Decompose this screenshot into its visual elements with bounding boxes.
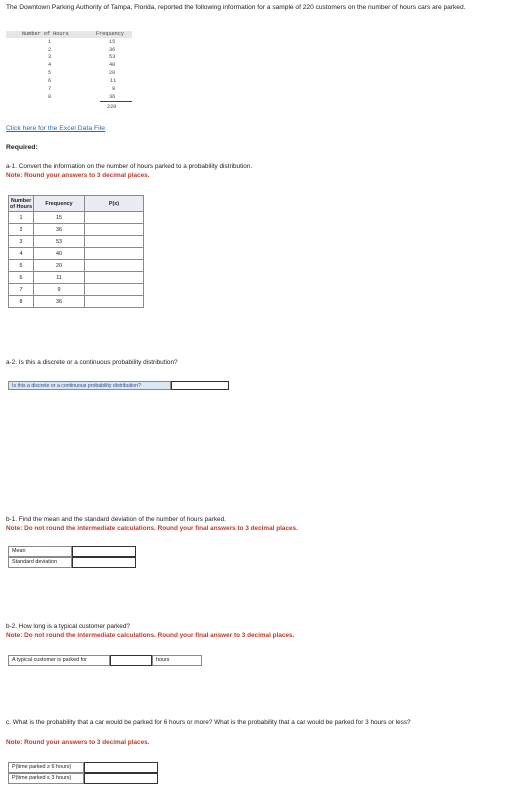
- b2-question: b-2. How long is a typical customer parked?: [6, 623, 130, 630]
- data-hours-cell: 3: [48, 54, 52, 60]
- ptable-frequency-cell: 15: [34, 212, 85, 224]
- sd-input[interactable]: [72, 557, 136, 568]
- px-input[interactable]: [85, 224, 144, 236]
- data-frequency-cell: 40: [109, 62, 116, 68]
- ptable-hours-cell: 7: [9, 284, 34, 296]
- data-frequency-cell: 20: [109, 70, 116, 76]
- data-table-header: [6, 31, 132, 38]
- ptable-hours-cell: 1: [9, 212, 34, 224]
- data-total: 220: [107, 104, 117, 110]
- mean-label: Mean: [8, 546, 72, 557]
- ptable-hours-cell: 2: [9, 224, 34, 236]
- px-input[interactable]: [85, 284, 144, 296]
- data-hours-cell: 6: [48, 78, 52, 84]
- data-header-hours: Number of Hours: [22, 31, 69, 37]
- typical-label: A typical customer is parked for: [8, 655, 110, 666]
- px-input[interactable]: [85, 212, 144, 224]
- ptable-frequency-cell: 11: [34, 272, 85, 284]
- excel-data-link[interactable]: Click here for the Excel Data File: [6, 125, 105, 132]
- data-hours-cell: 5: [48, 70, 52, 76]
- a2-question: a-2. Is this a discrete or a continuous probability distribution?: [6, 359, 178, 366]
- required-label: Required:: [6, 144, 38, 151]
- px-input[interactable]: [85, 260, 144, 272]
- data-frequency-cell: 15: [109, 39, 116, 45]
- probability-table: [8, 195, 144, 308]
- ptable-frequency-cell: 53: [34, 236, 85, 248]
- ptable-hours-cell: 4: [9, 248, 34, 260]
- a1-note: Note: Round your answers to 3 decimal places.: [6, 172, 150, 179]
- data-frequency-cell: 9: [112, 86, 116, 92]
- data-frequency-cell: 53: [109, 54, 116, 60]
- problem-intro: The Downtown Parking Authority of Tampa, Florida, reported the following information for a sample of 220 customers on the number of hours cars are parked.: [6, 4, 466, 11]
- data-hours-cell: 1: [48, 39, 52, 45]
- data-hours-cell: 2: [48, 47, 52, 53]
- px-input[interactable]: [85, 296, 144, 308]
- prob-six-label: P(time parked ≥ 6 hours): [8, 762, 84, 773]
- ptable-hours-cell: 3: [9, 236, 34, 248]
- b1-question: b-1. Find the mean and the standard deviation of the number of hours parked.: [6, 516, 226, 523]
- data-frequency-cell: 36: [109, 47, 116, 53]
- b2-note: Note: Do not round the intermediate calculations. Round your final answer to 3 decimal places.: [6, 632, 295, 639]
- data-table-body: [6, 39, 132, 119]
- ptable-header-frequency: Frequency: [34, 196, 85, 212]
- ptable-hours-cell: 8: [9, 296, 34, 308]
- px-input[interactable]: [85, 236, 144, 248]
- total-divider: [100, 101, 132, 102]
- ptable-frequency-cell: 36: [34, 296, 85, 308]
- data-header-frequency: Frequency: [96, 31, 125, 37]
- ptable-header-hours: Number of Hours: [9, 197, 33, 210]
- b1-note: Note: Do not round the intermediate calculations. Round your final answers to 3 decimal places.: [6, 525, 298, 532]
- c-question: c. What is the probability that a car would be parked for 6 hours or more? What is the probability that a car would be parked for 3 hours or less?: [6, 719, 411, 726]
- data-hours-cell: 4: [48, 62, 52, 68]
- distribution-type-label: Is this a discrete or a continuous probability distribution?: [8, 381, 171, 390]
- data-hours-cell: 7: [48, 86, 52, 92]
- data-hours-cell: 8: [48, 94, 52, 100]
- ptable-hours-cell: 5: [9, 260, 34, 272]
- px-input[interactable]: [85, 272, 144, 284]
- typical-input[interactable]: [110, 655, 152, 666]
- prob-three-label: P(time parked ≤ 3 hours): [8, 773, 84, 784]
- data-frequency-cell: 11: [110, 78, 117, 84]
- distribution-type-select[interactable]: [171, 381, 229, 390]
- ptable-frequency-cell: 40: [34, 248, 85, 260]
- ptable-frequency-cell: 20: [34, 260, 85, 272]
- ptable-hours-cell: 6: [9, 272, 34, 284]
- ptable-header-px: P(x): [85, 196, 144, 212]
- ptable-frequency-cell: 9: [34, 284, 85, 296]
- prob-six-input[interactable]: [84, 762, 158, 773]
- data-frequency-cell: 36: [109, 94, 116, 100]
- c-note: Note: Round your answers to 3 decimal places.: [6, 739, 150, 746]
- a1-question: a-1. Convert the information on the number of hours parked to a probability distribution.: [6, 163, 253, 170]
- px-input[interactable]: [85, 248, 144, 260]
- sd-label: Standard deviation: [8, 557, 72, 568]
- hours-unit: hours: [152, 655, 202, 666]
- mean-input[interactable]: [72, 546, 136, 557]
- ptable-frequency-cell: 36: [34, 224, 85, 236]
- prob-three-input[interactable]: [84, 773, 158, 784]
